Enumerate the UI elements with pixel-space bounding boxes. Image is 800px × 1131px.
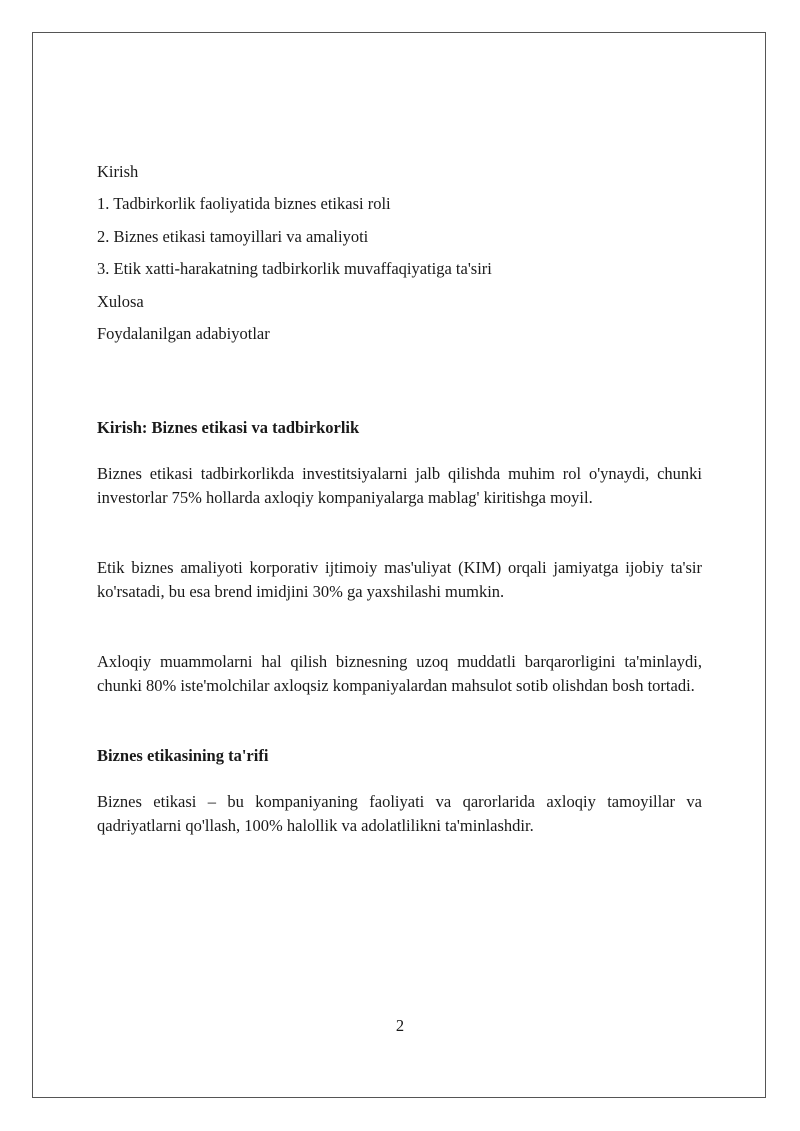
page-number: 2 xyxy=(395,1016,405,1035)
toc-item: Kirish xyxy=(97,162,139,181)
section-heading: Kirish: Biznes etikasi va tadbirkorlik xyxy=(97,418,360,438)
paragraph: Biznes etikasi tadbirkorlikda investitsiyalarni jalb qilishda muhim rol o'ynaydi, chunki investorlar 75% hollarda axloqiy kompaniyalarga mablag' kiritishga moyil. xyxy=(97,464,702,508)
paragraph: Biznes etikasi – bu kompaniyaning faoliyati va qarorlarida axloqiy tamoyillar va qadriyatlarni qo'llash, 100% halollik va adolatlilikni ta'minlashdir. xyxy=(97,792,702,836)
paragraph: Axloqiy muammolarni hal qilish biznesning uzoq muddatli barqarorligini ta'minlaydi, chunki 80% iste'molchilar axloqsiz kompaniyalardan mahsulot sotib olishdan bosh tortadi. xyxy=(97,652,702,696)
toc-item: 2. Biznes etikasi tamoyillari va amaliyoti xyxy=(97,226,369,246)
section-heading: Biznes etikasining ta'rifi xyxy=(97,746,269,766)
table-of-contents xyxy=(97,160,702,354)
toc-item: 1. Tadbirkorlik faoliyatida biznes etikasi roli xyxy=(97,194,391,214)
paragraph: Etik biznes amaliyoti korporativ ijtimoiy mas'uliyat (KIM) orqali jamiyatga ijobiy ta'sir ko'rsatadi, bu esa brend imidjini 30% ga yaxshilashi mumkin. xyxy=(97,558,702,602)
toc-item: Foydalanilgan adabiyotlar xyxy=(97,323,270,343)
toc-item: 3. Etik xatti-harakatning tadbirkorlik muvaffaqiyatiga ta'siri xyxy=(97,259,492,279)
toc-item: Xulosa xyxy=(97,291,144,311)
document-body xyxy=(97,160,702,838)
